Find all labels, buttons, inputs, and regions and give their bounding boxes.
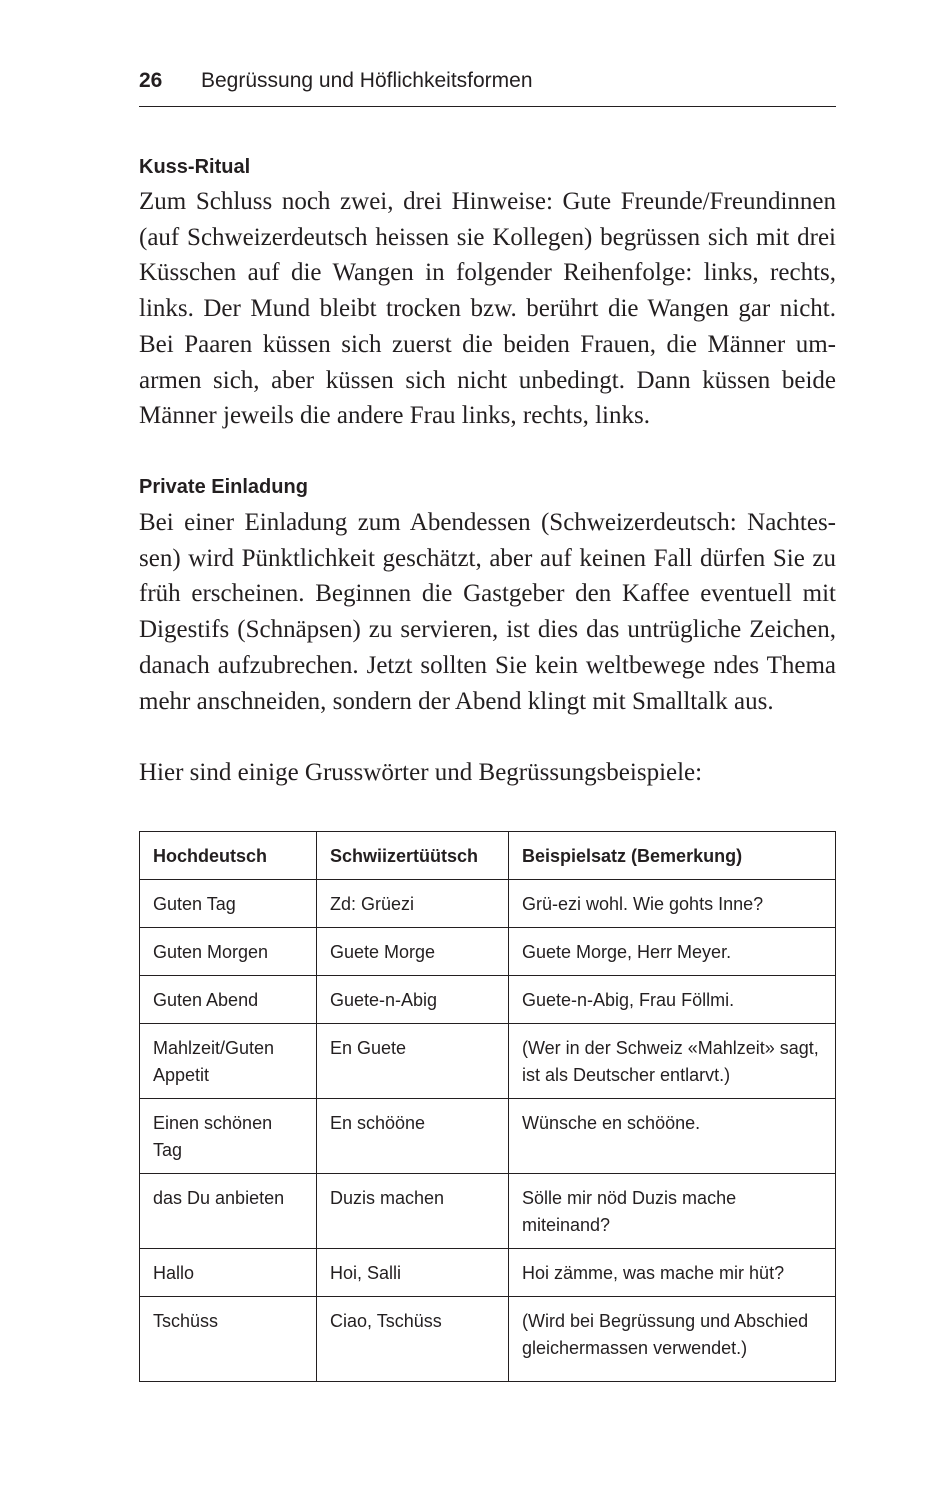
table-cell-schwiizertuutsch: Ciao, Tschüss	[317, 1297, 509, 1382]
table-cell-beispielsatz: Guete Morge, Herr Meyer.	[509, 928, 836, 976]
table-row	[140, 1174, 836, 1249]
table-row	[140, 1024, 836, 1099]
table-cell-schwiizertuutsch: Guete Morge	[317, 928, 509, 976]
chapter-title: Begrüssung und Höflichkeitsformen	[201, 69, 533, 92]
table-cell-hochdeutsch: Guten Tag	[140, 880, 317, 928]
table-row	[140, 976, 836, 1024]
table-cell-beispielsatz: (Wird bei Begrüssung und Abschied gleichermassen verwendet.)	[509, 1297, 836, 1382]
table-cell-schwiizertuutsch: Hoi, Salli	[317, 1249, 509, 1297]
table-header-row	[140, 832, 836, 880]
table-cell-beispielsatz: Sölle mir nöd Duzis mache miteinand?	[509, 1174, 836, 1249]
table-cell-beispielsatz: Guete-n-Abig, Frau Föllmi.	[509, 976, 836, 1024]
table-cell-schwiizertuutsch: Guete-n-Abig	[317, 976, 509, 1024]
table-cell-hochdeutsch: Guten Morgen	[140, 928, 317, 976]
table-cell-beispielsatz: Grü-ezi wohl. Wie gohts Inne?	[509, 880, 836, 928]
table-cell-hochdeutsch: Hallo	[140, 1249, 317, 1297]
column-header-beispielsatz: Beispielsatz (Bemerkung)	[509, 832, 836, 880]
section-heading-kuss-ritual: Kuss-Ritual	[139, 156, 251, 178]
table-cell-hochdeutsch: Guten Abend	[140, 976, 317, 1024]
table-row	[140, 880, 836, 928]
paragraph-table-intro: Hier sind einige Grusswörter und Begrüssungsbeispiele:	[139, 759, 703, 786]
column-header-schwiizertuutsch: Schwiizertüütsch	[317, 832, 509, 880]
table-cell-schwiizertuutsch: En schööne	[317, 1099, 509, 1174]
table-cell-beispielsatz: Hoi zämme, was mache mir hüt?	[509, 1249, 836, 1297]
table-row	[140, 1249, 836, 1297]
section-heading-private-einladung: Private Einladung	[139, 476, 308, 498]
table-cell-hochdeutsch: Einen schönen Tag	[140, 1099, 317, 1174]
table-row	[140, 1297, 836, 1382]
running-head	[139, 66, 836, 107]
table-row	[140, 928, 836, 976]
table-cell-hochdeutsch: Tschüss	[140, 1297, 317, 1382]
table-cell-schwiizertuutsch: Zd: Grüezi	[317, 880, 509, 928]
table-cell-beispielsatz: Wünsche en schööne.	[509, 1099, 836, 1174]
table-cell-hochdeutsch: Mahlzeit/Guten Appetit	[140, 1024, 317, 1099]
table-cell-hochdeutsch: das Du anbieten	[140, 1174, 317, 1249]
paragraph-kuss-ritual: Zum Schluss noch zwei, drei Hinweise: Gute Freunde/Freundinnen (auf Schweizerdeutsch heissen sie Kollegen) begrüssen sich mit drei Küsschen auf die Wangen in folgender Reihenfolge: links, rechts, links. Der Mund bleibt trocken bzw. berührt die Wangen gar nicht. Bei Paaren küssen sich zuerst die beiden Frauen, die Männer umarmen sich, aber küssen sich nicht unbedingt. Dann küssen beide Männer jeweils die andere Frau links, rechts, links.	[139, 188, 836, 430]
paragraph-private-einladung: Bei einer Einladung zum Abendessen (Schweizerdeutsch: Nachtessen) wird Pünktlichkeit geschätzt, aber auf keinen Fall dürfen Sie zu früh erscheinen. Beginnen die Gastgeber den Kaffee eventuell mit Digestifs (Schnäpsen) zu servieren, ist dies das untrügliche Zeichen, danach aufzubrechen. Jetzt sollten Sie kein weltbewege ndes Thema mehr anschneiden, sondern der Abend klingt mit Smalltalk aus.	[139, 509, 836, 715]
page-number: 26	[139, 69, 163, 92]
column-header-hochdeutsch: Hochdeutsch	[140, 832, 317, 880]
table-cell-beispielsatz: (Wer in der Schweiz «Mahlzeit» sagt, ist als Deutscher entlarvt.)	[509, 1024, 836, 1099]
table-row	[140, 1099, 836, 1174]
greetings-table	[139, 831, 836, 1382]
table-cell-schwiizertuutsch: En Guete	[317, 1024, 509, 1099]
table-cell-schwiizertuutsch: Duzis machen	[317, 1174, 509, 1249]
